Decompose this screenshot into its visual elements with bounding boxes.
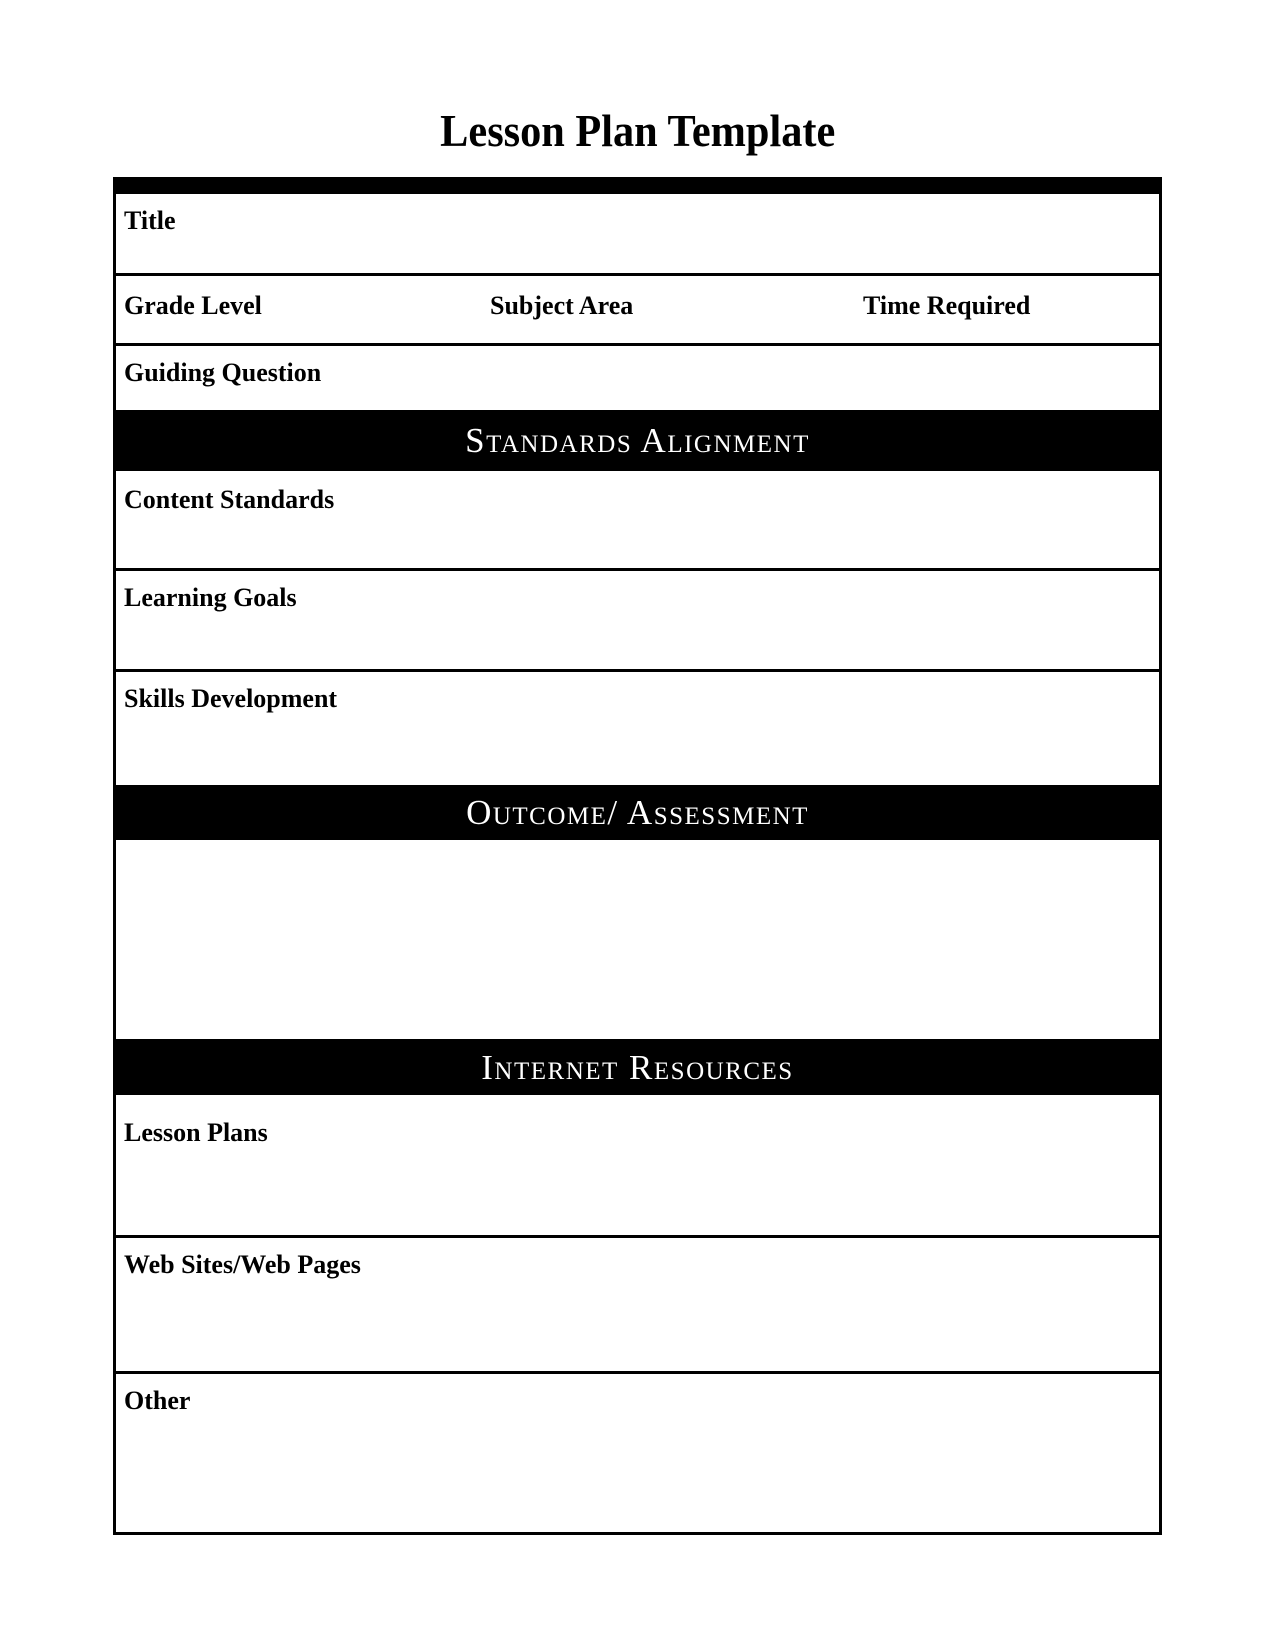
grade-level-field-label: Grade Level [124, 291, 262, 320]
lesson-plans-field-label: Lesson Plans [124, 1118, 268, 1147]
field-row-web-sites [116, 1238, 1159, 1374]
field-row-guiding-question [116, 346, 1159, 410]
lesson-plan-table [113, 177, 1162, 1535]
time-required-field-label: Time Required [863, 291, 1031, 320]
table-top-bar [116, 177, 1159, 194]
field-row-learning-goals [116, 571, 1159, 672]
field-row-other [116, 1374, 1159, 1532]
outcome-assessment-heading: Outcome/ Assessment [466, 793, 809, 832]
section-header-outcome-assessment [116, 785, 1159, 840]
internet-resources-heading: Internet Resources [481, 1047, 794, 1087]
field-row-grade-subject-time [116, 276, 1159, 346]
field-row-skills-development [116, 672, 1159, 785]
other-field-label: Other [124, 1386, 191, 1415]
outcome-assessment-blank-area [116, 840, 1159, 1039]
field-row-content-standards [116, 471, 1159, 571]
page-title [0, 105, 1275, 156]
standards-alignment-heading: Standards Alignment [465, 421, 810, 460]
page-title-text: Lesson Plan Template [439, 105, 836, 156]
field-row-title [116, 194, 1159, 276]
section-header-internet-resources [116, 1039, 1159, 1095]
learning-goals-field-label: Learning Goals [124, 583, 297, 612]
field-row-lesson-plans [116, 1095, 1159, 1238]
skills-development-field-label: Skills Development [124, 684, 338, 713]
web-sites-field-label: Web Sites/Web Pages [124, 1250, 361, 1279]
content-standards-field-label: Content Standards [124, 485, 335, 514]
title-field-label: Title [124, 206, 176, 235]
section-header-standards-alignment [116, 410, 1159, 471]
guiding-question-field-label: Guiding Question [124, 358, 322, 387]
subject-area-field-label: Subject Area [490, 291, 634, 320]
